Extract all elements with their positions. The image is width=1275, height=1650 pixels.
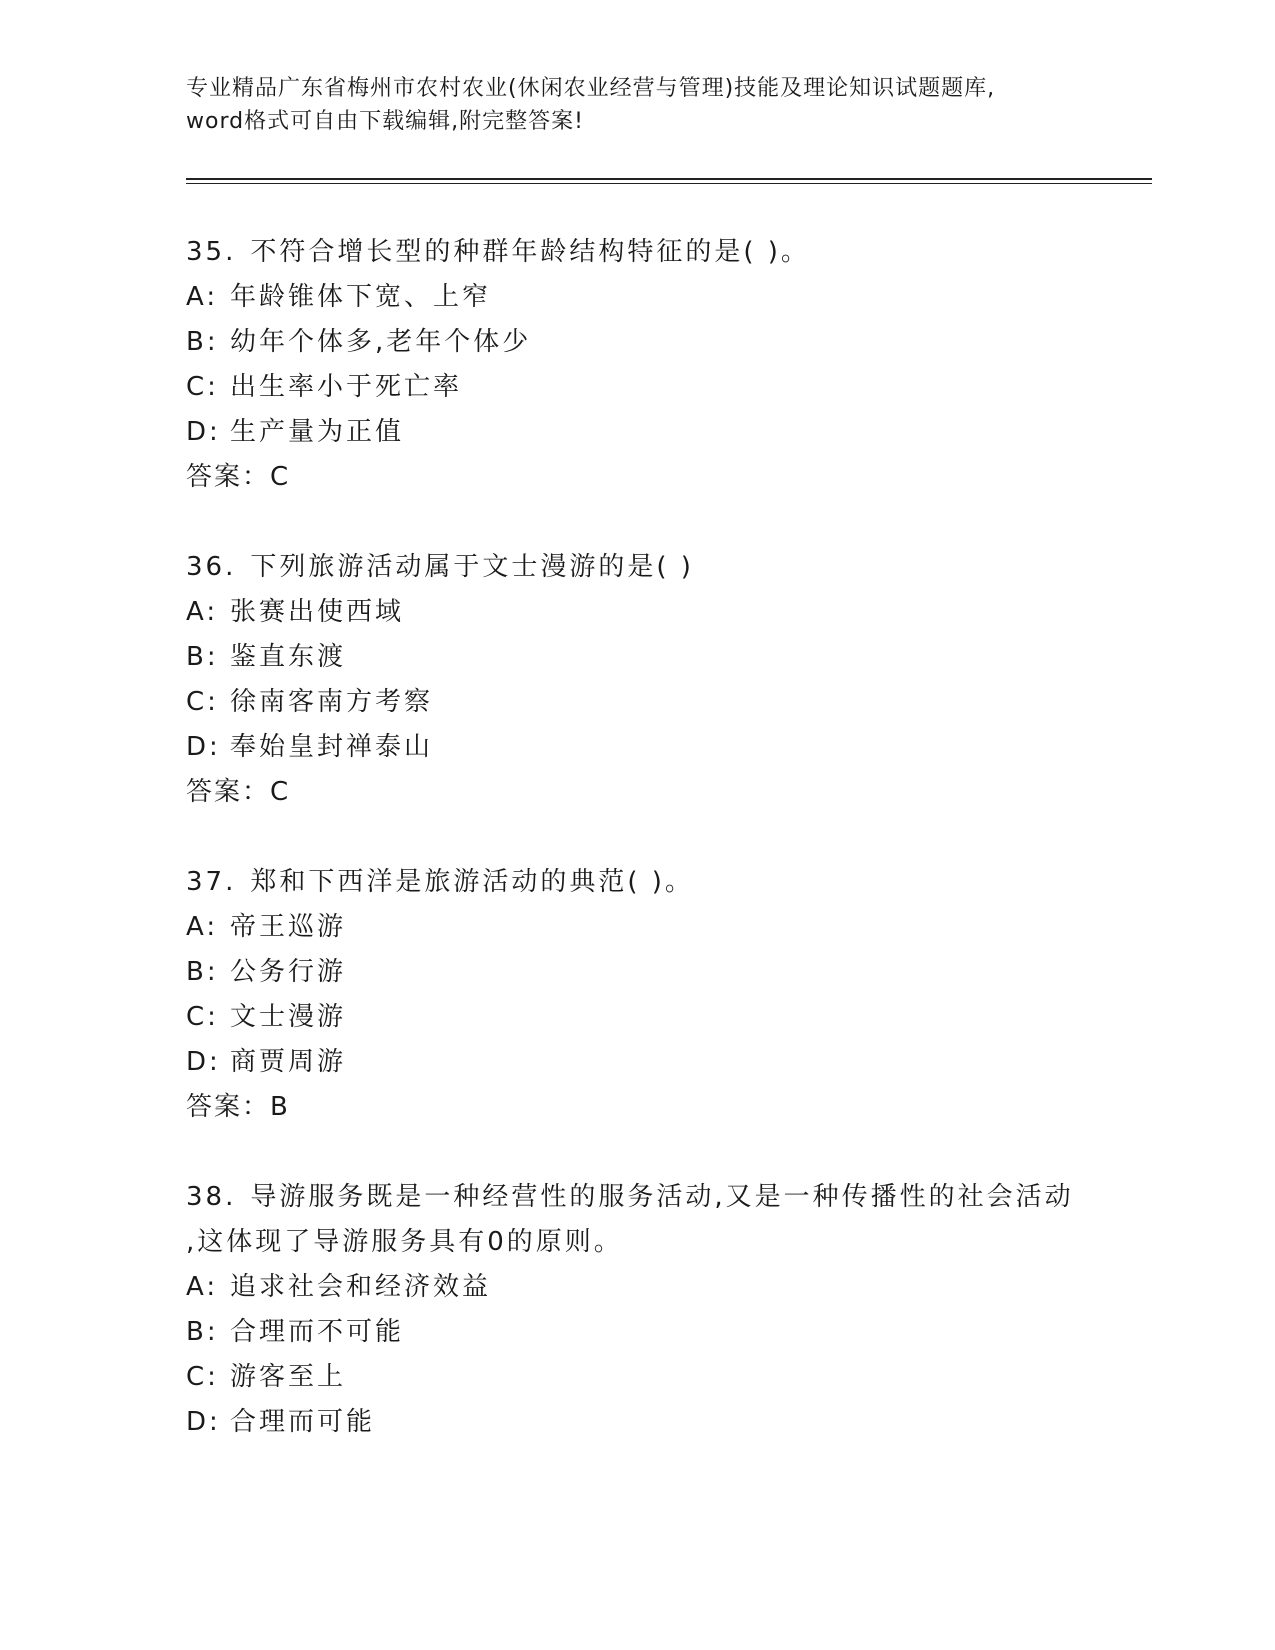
answer-value: C: [270, 462, 289, 492]
option-b: [186, 1310, 1106, 1355]
question-stem: [186, 1175, 1106, 1220]
option-d: [186, 725, 1106, 770]
option-key: A:: [186, 912, 219, 942]
option-d: [186, 410, 1106, 455]
answer-label: 答案：: [186, 1092, 271, 1122]
option-b: [186, 635, 1106, 680]
question-stem: [186, 860, 1106, 905]
option-key: B:: [186, 327, 219, 357]
option-text: 合理而不可能: [230, 1317, 405, 1347]
option-key: A:: [186, 282, 219, 312]
question-text: 郑和下西洋是旅游活动的典范( )。: [250, 867, 694, 897]
option-text: 游客至上: [230, 1362, 347, 1392]
option-d: [186, 1400, 1106, 1445]
option-a: [186, 1265, 1106, 1310]
option-key: B:: [186, 1317, 219, 1347]
option-c: [186, 365, 1106, 410]
question-number: 37.: [186, 867, 237, 897]
option-text: 幼年个体多,老年个体少: [230, 327, 532, 357]
option-c: [186, 995, 1106, 1040]
document-header: [186, 72, 1086, 138]
header-rule-thin: [186, 183, 1152, 184]
header-line-2: word格式可自由下载编辑,附完整答案!: [186, 109, 584, 134]
header-line-1: 专业精品广东省梅州市农村农业(休闲农业经营与管理)技能及理论知识试题题库,: [186, 76, 996, 101]
option-d: [186, 1040, 1106, 1085]
option-key: A:: [186, 597, 219, 627]
question-37: [186, 860, 1106, 1130]
option-b: [186, 320, 1106, 365]
question-36: [186, 545, 1106, 815]
question-text: 导游服务既是一种经营性的服务活动,又是一种传播性的社会活动: [250, 1182, 1074, 1212]
option-text: 文士漫游: [230, 1002, 347, 1032]
answer-line: [186, 770, 1106, 815]
option-key: A:: [186, 1272, 219, 1302]
option-key: D:: [186, 417, 221, 447]
question-number: 36.: [186, 552, 237, 582]
header-rule-thick: [186, 178, 1152, 180]
answer-label: 答案：: [186, 462, 271, 492]
question-number: 35.: [186, 237, 237, 267]
answer-label: 答案：: [186, 777, 271, 807]
option-key: D:: [186, 732, 221, 762]
answer-value: C: [270, 777, 289, 807]
question-stem: [186, 230, 1106, 275]
answer-line: [186, 455, 1106, 500]
option-text: 生产量为正值: [230, 417, 405, 447]
option-text: 鉴直东渡: [230, 642, 347, 672]
question-35: [186, 230, 1106, 500]
option-text: 年龄锥体下宽、上窄: [230, 282, 492, 312]
option-c: [186, 680, 1106, 725]
option-text: 帝王巡游: [230, 912, 347, 942]
question-list: [186, 230, 1106, 1445]
answer-value: B: [270, 1092, 288, 1122]
option-key: D:: [186, 1047, 221, 1077]
option-key: C:: [186, 687, 219, 717]
question-38: [186, 1175, 1106, 1445]
option-key: B:: [186, 957, 219, 987]
option-a: [186, 905, 1106, 950]
option-text: 追求社会和经济效益: [230, 1272, 492, 1302]
option-key: B:: [186, 642, 219, 672]
question-text: 下列旅游活动属于文士漫游的是( ): [250, 552, 694, 582]
question-number: 38.: [186, 1182, 237, 1212]
option-key: C:: [186, 1362, 219, 1392]
option-text: 张赛出使西域: [230, 597, 405, 627]
option-text: 公务行游: [230, 957, 347, 987]
option-text: 商贾周游: [230, 1047, 347, 1077]
answer-line: [186, 1085, 1106, 1130]
option-c: [186, 1355, 1106, 1400]
option-key: C:: [186, 372, 219, 402]
question-text-continued: ,这体现了导游服务具有0的原则。: [186, 1227, 623, 1257]
question-stem: [186, 545, 1106, 590]
option-text: 奉始皇封禅泰山: [230, 732, 434, 762]
option-key: D:: [186, 1407, 221, 1437]
option-a: [186, 275, 1106, 320]
option-key: C:: [186, 1002, 219, 1032]
option-b: [186, 950, 1106, 995]
option-a: [186, 590, 1106, 635]
option-text: 合理而可能: [230, 1407, 376, 1437]
option-text: 出生率小于死亡率: [230, 372, 463, 402]
question-text: 不符合增长型的种群年龄结构特征的是( )。: [250, 237, 810, 267]
option-text: 徐南客南方考察: [230, 687, 434, 717]
